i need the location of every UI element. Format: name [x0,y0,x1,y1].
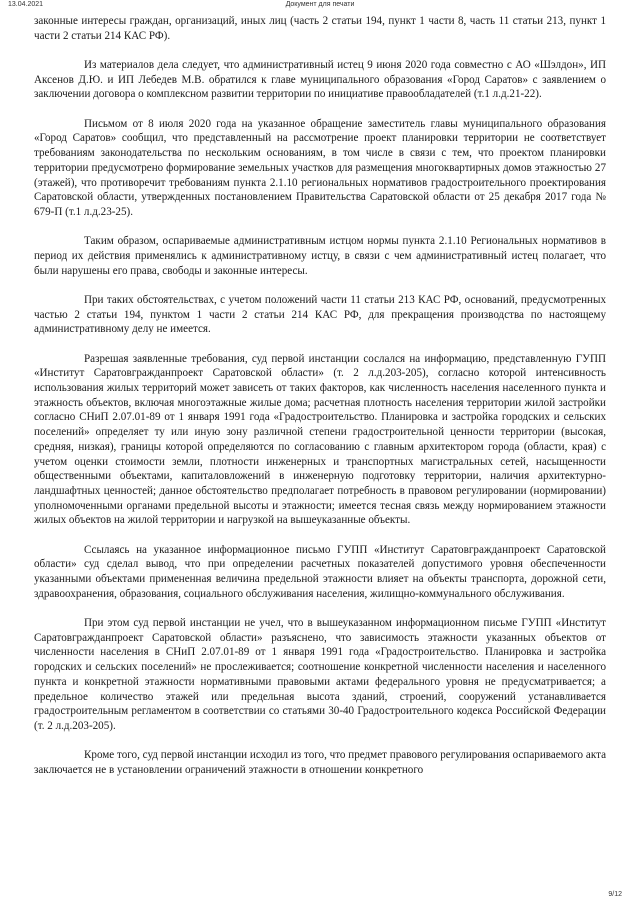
document-body [34,14,606,778]
paragraph: Ссылаясь на указанное информационное письмо ГУПП «Институт Саратовгражданпроект Саратовской области» суд сделал вывод, что при определении расчетных показателей допустимого уровня обеспеченности указанными объектами примененная величина предельной этажности влияет на объекты транспорта, дорожной сети, здравоохранения, образования, социального обслуживания населения, жилищно-коммунального обслуживания. [34,543,606,600]
document-header-title: Документ для печати [285,1,355,8]
paragraph: Таким образом, оспариваемые административным истцом нормы пункта 2.1.10 Региональных нормативов в период их действия применялись к административному истцу, в связи с чем административный истец полагает, что были нарушены его права, свободы и законные интересы. [34,235,606,277]
paragraph: Письмом от 8 июля 2020 года на указанное обращение заместитель главы муниципального образования «Город Саратов» сообщил, что представленный на рассмотрение проект планировки территории не соответствует требованиям законодательства по нескольким основаниям, в том числе в связи с тем, что проектом планировки территории предусмотрено формирование земельных участков для размещения многоквартирных домов этажностью 27 (этажей), что противоречит требованиям пункта 2.1.10 региональных нормативов градостроительного проектирования Саратовской области, утвержденных постановлением Правительства Саратовской области от 25 декабря 2017 года № 679-П (т.1 л.д.23-25). [34,117,606,218]
paragraph: Кроме того, суд первой инстанции исходил из того, что предмет правового регулирования оспариваемого акта заключается не в установлении ограничений этажности в отношении конкретного [34,749,606,776]
print-date: 13.04.2021 [8,1,44,8]
page-number: 9/12 [608,891,622,898]
paragraph: законные интересы граждан, организаций, иных лиц (часть 2 статьи 194, пункт 1 части 8, часть 11 статьи 213, пункт 1 части 2 статьи 214 КАС РФ). [34,15,606,42]
paragraph: При этом суд первой инстанции не учел, что в вышеуказанном информационном письме ГУПП «Институт Саратовгражданпроект Саратовской области» разъяснено, что зависимость этажности указанных объектов от численности населения в СНиП 2.07.01-89 от 1 января 1991 года «Градостроительство. Планировка и застройка городских и сельских поселений» не прослеживается; соотношение конкретной численности населения и населенного пункта и конкретной этажности нормативными правовыми актами федерального уровня не предусматривается; а предельное количество этажей или предельная высота зданий, строений, сооружений устанавливается градостроительным регламентом в соответствии со статьями 30-40 Градостроительного кодекса Российской Федерации (т. 2 л.д.203-205). [34,617,606,732]
paragraph: При таких обстоятельствах, с учетом положений части 11 статьи 213 КАС РФ, оснований, предусмотренных частью 2 статьи 194, пунктом 1 части 2 статьи 214 КАС РФ, для прекращения производства по настоящему административному делу не имеется. [34,293,606,336]
paragraph: Из материалов дела следует, что административный истец 9 июня 2020 года совместно с АО «Шэлдон», ИП Аксенов Д.Ю. и ИП Лебедев М.В. обратился к главе муниципального образования «Город Саратов» с заявлением о заключении договора о комплексном развитии территории по инициативе правообладателей (т.1 л.д.21-22). [34,59,606,101]
paragraph: Разрешая заявленные требования, суд первой инстанции сослался на информацию, представленную ГУПП «Институт Саратовгражданпроект Саратовской области» (т. 2 л.д.203-205), согласно которой интенсивность использования жилых территорий может зависеть от таких факторов, как численность населения населенного пункта и этажность объектов, включая многоэтажные жилые дома; расчетная плотность населения территории жилой застройки согласно СНиП 2.07.01-89 от 1 января 1991 года «Градостроительство. Планировка и застройка городских и сельских поселений» определяет ту или иную зону различной степени градостроительной ценности территории (высокая, средняя, низкая), границы которой определяются по согласованию с главным архитектором города (области, края) с учетом оценки стоимости земли, плотности инженерных и транспортных магистральных сетей, насыщенности общественными объектами, капиталовложений в инженерную подготовку территории, наличия архитектурно-ландшафтных ценностей; данное обстоятельство предполагает потребность в правовом регулировании (нормировании) уполномоченными органами предельной высоты и этажности; имеется тесная связь между нормированием этажности жилых объектов на жилой территории и нагрузкой на вышеуказанные объекты. [34,352,606,527]
